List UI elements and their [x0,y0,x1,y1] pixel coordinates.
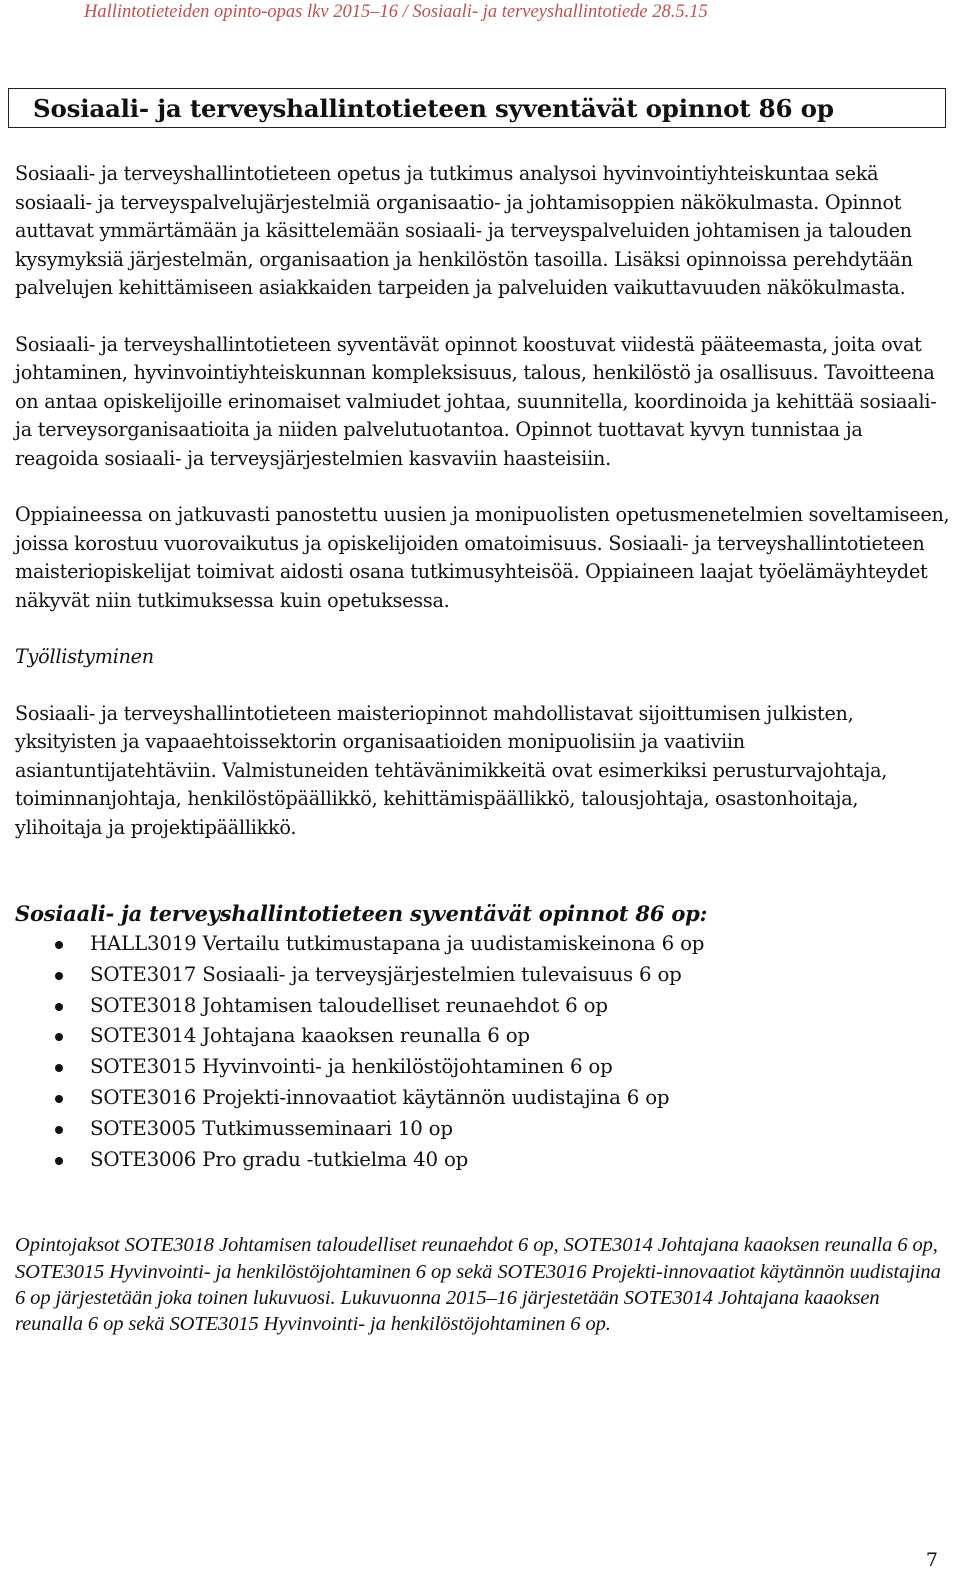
page-number: 7 [925,1549,938,1571]
course-list-heading: Sosiaali- ja terveyshallintotieteen syventävät opinnot 86 op: [15,901,708,926]
section-title: Sosiaali- ja terveyshallintotieteen syventävät opinnot 86 op [33,93,834,123]
course-label: SOTE3006 Pro gradu -tutkielma 40 op [90,1147,469,1171]
employment-subheading: Työllistyminen [15,645,154,668]
section-title-box [8,88,946,128]
course-item [15,1083,950,1114]
running-header: Hallintotieteiden opinto-opas lkv 2015–16 / Sosiaali- ja terveyshallintotiede 28.5.15 [84,2,708,22]
course-item [15,960,950,991]
course-label: SOTE3018 Johtamisen taloudelliset reunaehdot 6 op [90,993,608,1017]
intro-paragraph: Sosiaali- ja terveyshallintotieteen opetus ja tutkimus analysoi hyvinvointiyhteiskuntaa sekä sosiaali- ja terveyspalvelujärjestelmiä organisaatio- ja johtamisoppien näkökulmasta. Opinnot auttavat ymmärtämään ja käsittelemään sosiaali- ja terveyspalveluiden johtamisen ja talouden kysymyksiä järjestelmän, organisaation ja henkilöstön tasoilla. Lisäksi opinnoissa perehdytään palvelujen kehittämiseen asiakkaiden tarpeiden ja palveluiden vaikuttavuuden näkökulmasta. [15,162,913,299]
themes-paragraph: Sosiaali- ja terveyshallintotieteen syventävät opinnot koostuvat viidestä pääteemasta, joita ovat johtaminen, hyvinvointiyhteiskunnan kompleksisuus, talous, henkilöstö ja osallisuus. Tavoitteena on antaa opiskelijoille erinomaiset valmiudet johtaa, suunnitella, koordinoida ja kehittää sosiaali- ja terveysorganisaatioita ja niiden palvelutuotantoa. Opinnot tuottavat kyvyn tunnistaa ja reagoida sosiaali- ja terveysjärjestelmien kasvaviin haasteisiin. [15,332,937,470]
course-label: SOTE3017 Sosiaali- ja terveysjärjestelmien tulevaisuus 6 op [90,962,682,986]
course-item [15,929,950,960]
bullet-icon [55,1126,63,1134]
bullet-icon [55,1064,63,1072]
course-label: HALL3019 Vertailu tutkimustapana ja uudistamiskeinona 6 op [90,932,705,955]
course-label: SOTE3005 Tutkimusseminaari 10 op [90,1116,453,1140]
course-item [15,991,950,1022]
course-label: SOTE3016 Projekti-innovaatiot käytännön uudistajina 6 op [90,1085,670,1109]
bullet-icon [55,1033,63,1041]
course-label: SOTE3015 Hyvinvointi- ja henkilöstöjohtaminen 6 op [90,1055,613,1079]
bullet-icon [55,941,63,949]
main-content [15,160,950,1338]
teaching-paragraph: Oppiaineessa on jatkuvasti panostettu uusien ja monipuolisten opetusmenetelmien soveltamiseen, joissa korostuu vuorovaikutus ja opiskelijoiden omatoimisuus. Sosiaali- ja terveyshallintotieteen maisteriopiskelijat toimivat aidosti osana tutkimusyhteisöä. Oppiaineen laajat työelämäyhteydet näkyvät niin tutkimuksessa kuin opetuksessa. [15,503,950,612]
course-list [15,929,950,1175]
course-label: SOTE3014 Johtajana kaaoksen reunalla 6 op [90,1024,530,1048]
bullet-icon [55,1003,63,1011]
course-item [15,1021,950,1052]
bullet-icon [55,1157,63,1165]
course-item [15,1145,950,1176]
scheduling-note: Opintojaksot SOTE3018 Johtamisen taloudelliset reunaehdot 6 op, SOTE3014 Johtajana kaaoksen reunalla 6 op, SOTE3015 Hyvinvointi- ja henkilöstöjohtaminen 6 op sekä SOTE3016 Projekti-innovaatiot käytännön uudistajina 6 op järjestetään joka toinen lukuvuosi. Lukuvuonna 2015–16 järjestetään SOTE3014 Johtajana kaaoksen reunalla 6 op sekä SOTE3015 Hyvinvointi- ja henkilöstöjohtaminen 6 op. [15,1234,941,1336]
bullet-icon [55,1095,63,1103]
course-item [15,1114,950,1145]
employment-paragraph: Sosiaali- ja terveyshallintotieteen maisteriopinnot mahdollistavat sijoittumisen julkisten, yksityisten ja vapaaehtoissektorin organisaatioiden monipuolisiin ja vaativiin asiantuntijatehtäviin. Valmistuneiden tehtävänimikkeitä ovat esimerkiksi perusturvajohtaja, toiminnanjohtaja, henkilöstöpäällikkö, kehittämispäällikkö, talousjohtaja, osastonhoitaja, ylihoitaja ja projektipäällikkö. [15,701,888,839]
bullet-icon [55,972,63,980]
course-item [15,1052,950,1083]
